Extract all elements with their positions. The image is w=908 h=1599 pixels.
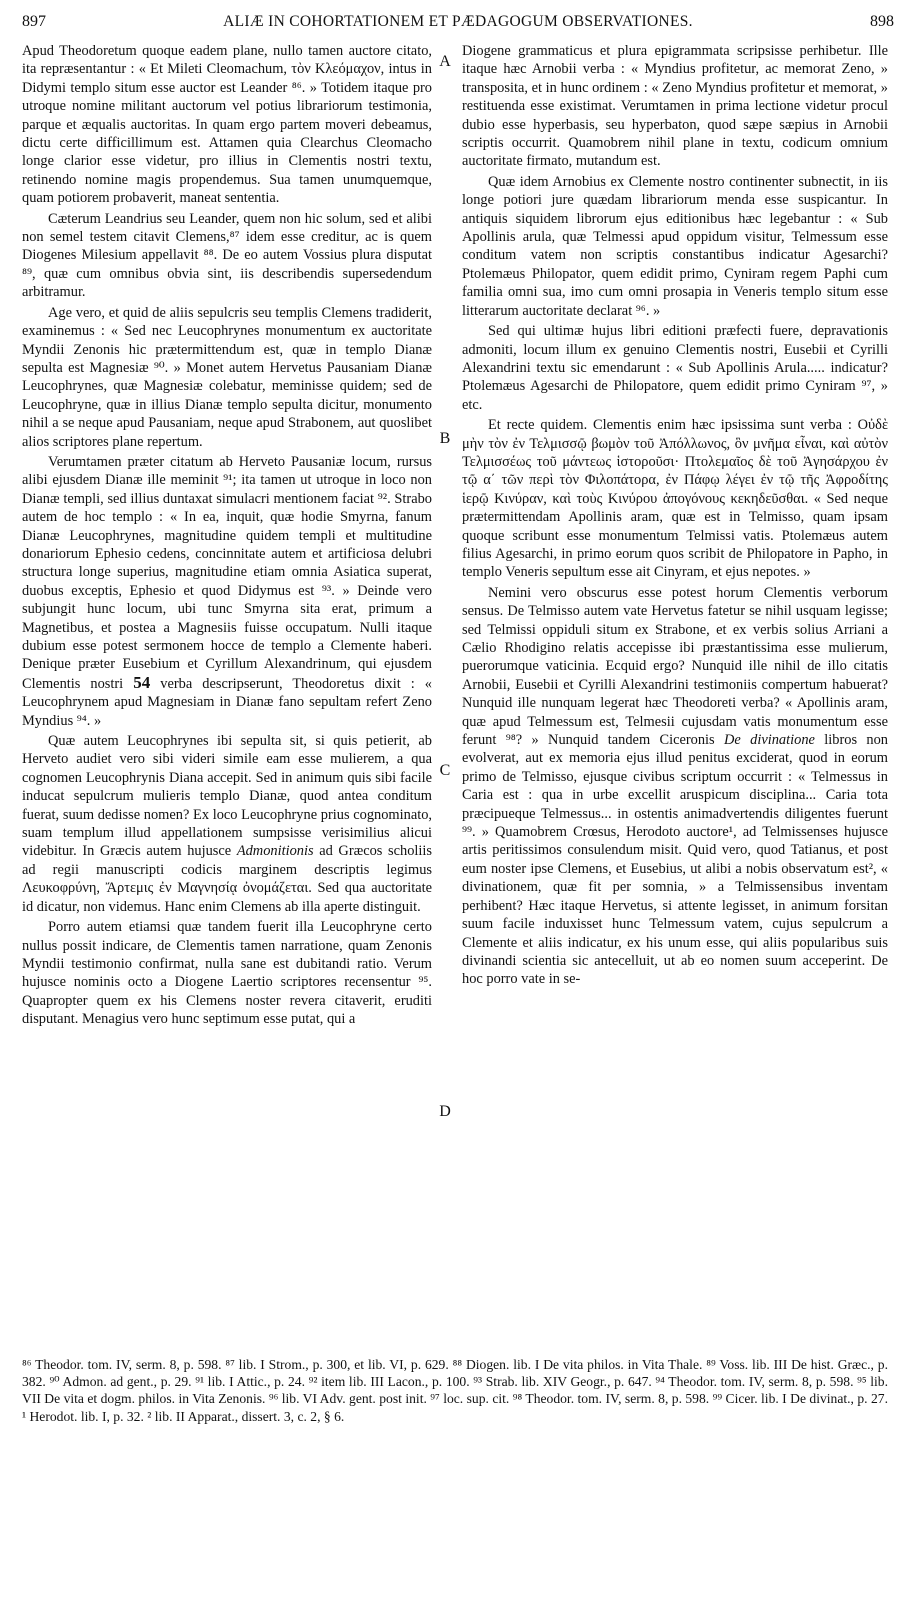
paragraph-text: Verumtamen præter citatum ab Herveto Pausaniæ locum, rursus alibi ejusdem Dianæ ille meminit ⁹¹; ita tamen ut utroque in loco non Dianæ templi, sed illius duntaxat simulacri mentionem faciat ⁹². Strabo autem de hoc templo : « In ea, inquit, quæ hodie Smyrna, fanum Dianæ Leucophrynes, magnitudine quidem templi et multitudine donariorum Ephesio cedens, concinnitate autem et artificiosa delubri structura longe superius, magnitudine etiam omnia Asiatica superat, duobus exceptis, Ephesio et quod Didymus est ⁹³. » Deinde vero subjungit hunc locum, ubi tunc Smyrna sita erat, primum a Magnetibus, et postea a Magnesiis fuisse occupatum. Nulli itaque dubium esse potest sermonem hocce de templo a Clemente haberi. Denique præter Eusebium et Cyrillum Alexandrinum, qui ejusdem Clementis nostri — [22, 453, 432, 692]
margin-letter-d: D — [439, 1103, 451, 1120]
left-column — [22, 42, 432, 1029]
paragraph-text: ad Græcos scholiis ad regii manuscripti codicis marginem descriptis legimus Λευκοφρύνη, Ἄρτεμις ἐν Μαγνησίᾳ ὀνομάζεται. Sed qua auctoritate id dicatur, non videmus. Hanc enim Clemens ab illa aperte distinguit. — [22, 843, 433, 915]
footnotes — [22, 1356, 888, 1425]
right-column — [462, 42, 888, 989]
margin-letter-a: A — [439, 53, 451, 70]
paragraph: Et recte quidem. Clementis enim hæc ipsissima sunt verba : Οὐδὲ μὴν τὸν ἐν Τελμισσῷ βωμὸν τοῦ Ἀπόλλωνος, ὃν μνῆμα εἶναι, καὶ αὐτὸν Τελμισσέως τοῦ μάντεως ἱστοροῦσι· Πτολεμαῖος δὲ τοῦ Ἀγησάρχου ἐν τῷ α΄ τῶν περὶ τὸν Φιλοπάτορα, ἐν Πάφῳ λέγει ἐν τῷ τῆς Ἀφροδίτης ἱερῷ Κινύραν, καὶ τοὺς Κινύρου ἀπογόνους κεκηδεῦσθαι. « Sed neque prætermittendam Apollinis aram, quæ est in Telmisso, quam ipsam quoque scribunt esse monumentum Telmissi vatis. Ptolemæus autem filius Agesarchi, in primo eorum quos scribit de Philopatore in Papho, in templo Veneris sepultum esse ait Cinyram, et ejus nepotes. » — [462, 417, 888, 581]
paragraph-text: verba descripserunt, Theodoretus dixit : « Leucophrynem apud Magnesiam in Dianæ fano sepultam refert Zeno Myndius ⁹⁴. » — [22, 675, 432, 729]
paragraph: Age vero, et quid de aliis sepulcris seu templis Clemens tradiderit, examinemus : « Sed nec Leucophrynes monumentum ex auctoritate Myndii Zenonis hic prætermittendum est, quæ in templo Dianæ sepulta est Magnesiæ ⁹⁰. » Monet autem Hervetus Pausaniam Dianæ Leucophrynes, quæ Magnesiæ colebatur, meminisse quidem; sed de Leucophryne, quæ in illius Dianæ templo sepulta dicitur, monumento nihil a se neque apud Pausaniam, neque apud Strabonem, aut quoslibet alios scriptores plane repertum. — [22, 304, 432, 450]
paragraph-text: Nemini vero obscurus esse potest horum Clementis verborum sensus. De Telmisso autem vate Hervetus fatetur se nihil usquam legisse; sed Telmissi oppiduli situm ex Strabone, et ex verbis solius Arriani a Cælio Rhodigino relatis accepisse ibi præstantissima esse mulierum, puerorumque vaticinia. Ecquid ergo? Nunquid ille nihil de illo citatis Arnobii, Eusebii et Cyrilli Alexandrini testimoniis compertum habuerat? Nunquid ille nunquam legerat hæc Theodoreti verba? « Apollinis aram, quæ apud Telmessum est, Telmesii cujusdam vatis monumentum esse ferunt ⁹⁸? » Nunquid tandem Ciceronis — [462, 584, 888, 749]
margin-letter-c: C — [439, 762, 451, 779]
paragraph: Diogene grammaticus et plura epigrammata scripsisse perhibetur. Ille itaque hæc Arnobii verba : « Myndius profitetur, ac memorat Zeno, » transposita, et in hunc ordinem : « Zeno Myndius profitetur et memorat, » restituenda esse existimat. Verumtamen in prima lectione videtur procul dubio esse hyperbasis, seu hyperbaton, quod sæpe sæpius in Arnobii scriptis occurrit. Quamobrem nihil plane in textu, codicum omnium auctoritate firmato, mutandum est. — [462, 43, 888, 170]
inline-page-mark: 54 — [133, 672, 151, 692]
paragraph-text: Quæ autem Leucophrynes ibi sepulta sit, si quis petierit, ab Herveto audiet vero sibi videri simile eam esse mulierem, a qua cognomen Leucophrynis Diana accepit. Sed in animum quis sibi facile inducat sepulcrum mulieris templo Dianæ, quod antea conditum fuerat, suum dedisse nomen? Ex loco Leucophryne prius cognominato, suam templum illud appellationem sumpsisse verisimilius alicui videbitur. In Græcis autem hujusce — [22, 733, 432, 860]
paragraph: Sed qui ultimæ hujus libri editioni præfecti fuere, depravationis admoniti, locum illum ex genuino Clementis nostri, Eusebii et Cyrilli Alexandrini textu sic emendarunt : « Sub Apollinis Arula..... indicatur? Ptolemæus Agesarchi de Philopatore, quem edidit primo Cyniram ⁹⁷, » etc. — [462, 323, 888, 413]
running-header — [22, 13, 894, 37]
paragraph: Cæterum Leandrius seu Leander, quem non hic solum, sed et alibi non semel testem citavit Clemens,⁸⁷ idem esse creditur, ac is quem Diogenes Milesium appellavit ⁸⁸. De eo autem Vossius plura disputat ⁸⁹, quæ cum omnibus obvia sint, iis describendis supersedendum arbitramur. — [22, 210, 432, 301]
paragraph — [462, 584, 888, 989]
page-number-left: 897 — [22, 13, 46, 30]
paragraph: Apud Theodoretum quoque eadem plane, nullo tamen auctore citato, ita repræsentantur : « Et Mileti Cleomachum, τὸν Κλεόμαχον, intus in Didymi templo situm esse auctor est Leander ⁸⁶. » Totidem itaque pro utroque nomine militant auctorum vel potius librariorum testimonia, parque et æqualis auctoritas. In quam ergo partem moveri debeamus, dictu certe difficillimum est. Attamen quia Clearchus Cleomacho longe clarior esse videtur, pro illius in Clementis nostri textu, retinendo nomine magis propendemus. Sua tamen unumquemque, quam potiorem probaverit, maneat sententia. — [22, 43, 432, 207]
paragraph: Quæ idem Arnobius ex Clemente nostro continenter subnectit, in iis longe potiori jure quædam librariorum menda esse suspicantur. In antiquis siquidem librorum ejus editionibus hæc legebantur : « Sub Apollinis arula, quæ Telmessi apud oppidum visitur, Telmessum esse conditum vatem non scriptis constantibus indicatur Agesarchi? Ptolemæus Philopator, quem edidit primo, Cyniram regem Paphi cum familia omni sua, imo cum omni prosapia in Veneris templo situm esse litterarum auctoritate declarat ⁹⁶. » — [462, 173, 888, 319]
footnote-text: ⁸⁶ Theodor. tom. IV, serm. 8, p. 598. ⁸⁷ lib. I Strom., p. 300, et lib. VI, p. 629. ⁸⁸ Diogen. lib. I De vita philos. in Vita Thale. ⁸⁹ Voss. lib. III De hist. Græc., p. 382. ⁹⁰ Admon. ad gent., p. 29. ⁹¹ lib. I Attic., p. 24. ⁹² item lib. III Lacon., p. 100. ⁹³ Strab. lib. XIV Geogr., p. 647. ⁹⁴ Theodor. tom. IV, serm. 8, p. 598. ⁹⁵ lib. VII De vita et dogm. philos. in Vita Zenonis. ⁹⁶ lib. VI Adv. gent. post init. ⁹⁷ loc. sup. cit. ⁹⁸ Theodor. tom. IV, serm. 8, p. 598. ⁹⁹ Cicer. lib. I De divinat., p. 27. ¹ Herodot. lib. I, p. 32. ² lib. II Apparat., dissert. 3, c. 2, § 6. — [22, 1357, 888, 1424]
italic-title: Admonitionis — [236, 843, 314, 860]
paragraph: Porro autem etiamsi quæ tandem fuerit illa Leucophryne certo nullus possit indicare, de Clementis tamen narratione, quam Zenonis Myndii testimonio confirmat, nulla sane est dubitandi ratio. Verum hujusce nominis octo a Diogene Laertio scriptores recensentur ⁹⁵. Quapropter quem ex his Clemens noster revera citaverit, eruditi disputant. Menagius vero hunc septimum esse putat, qui a — [22, 919, 432, 1028]
margin-letter-b: B — [439, 430, 451, 447]
italic-title: De divinatione — [724, 732, 815, 749]
paragraph-text: libros non evolverat, aut ex memoria ejus illud penitus exciderat, quod in eorum primo de Telmisso, ejusque civibus scriptum occurrit : « Telmessus in Caria est : qua in urbe excellit aruspicum disciplina... Caria tota præcipueque Telmessus... in ostentis animadvertendis diligentes fuerunt ⁹⁹. » Quamobrem Crœsus, Herodoto auctore¹, ad Telmissenses hujusce artis peritissimos consulendum misit. Quid vero, quod Tatianus, et post eum noster ipse Clemens, et Eusebius, ut alibi a nobis observatum est², « divinationem, quæ fit per somnia, » a Telmissensibus inventam perhibent? Hæc itaque Hervetus, si attente legisset, in animum forsitan suum facile induxisset hunc Telmessum vatem, cujus sepulcrum a Clemente et aliis indicatur, ex his unum esse, qui aliis popularibus suis divinandi scientia sic antecelluit, ut ab eo nomen suum acceperint. De hoc porro vate in se- — [462, 732, 888, 988]
page-number-right: 898 — [870, 13, 894, 30]
paragraph — [22, 732, 432, 916]
running-title: ALIÆ IN COHORTATIONEM ET PÆDAGOGUM OBSERVATIONES. — [223, 13, 693, 30]
paragraph — [22, 453, 432, 730]
